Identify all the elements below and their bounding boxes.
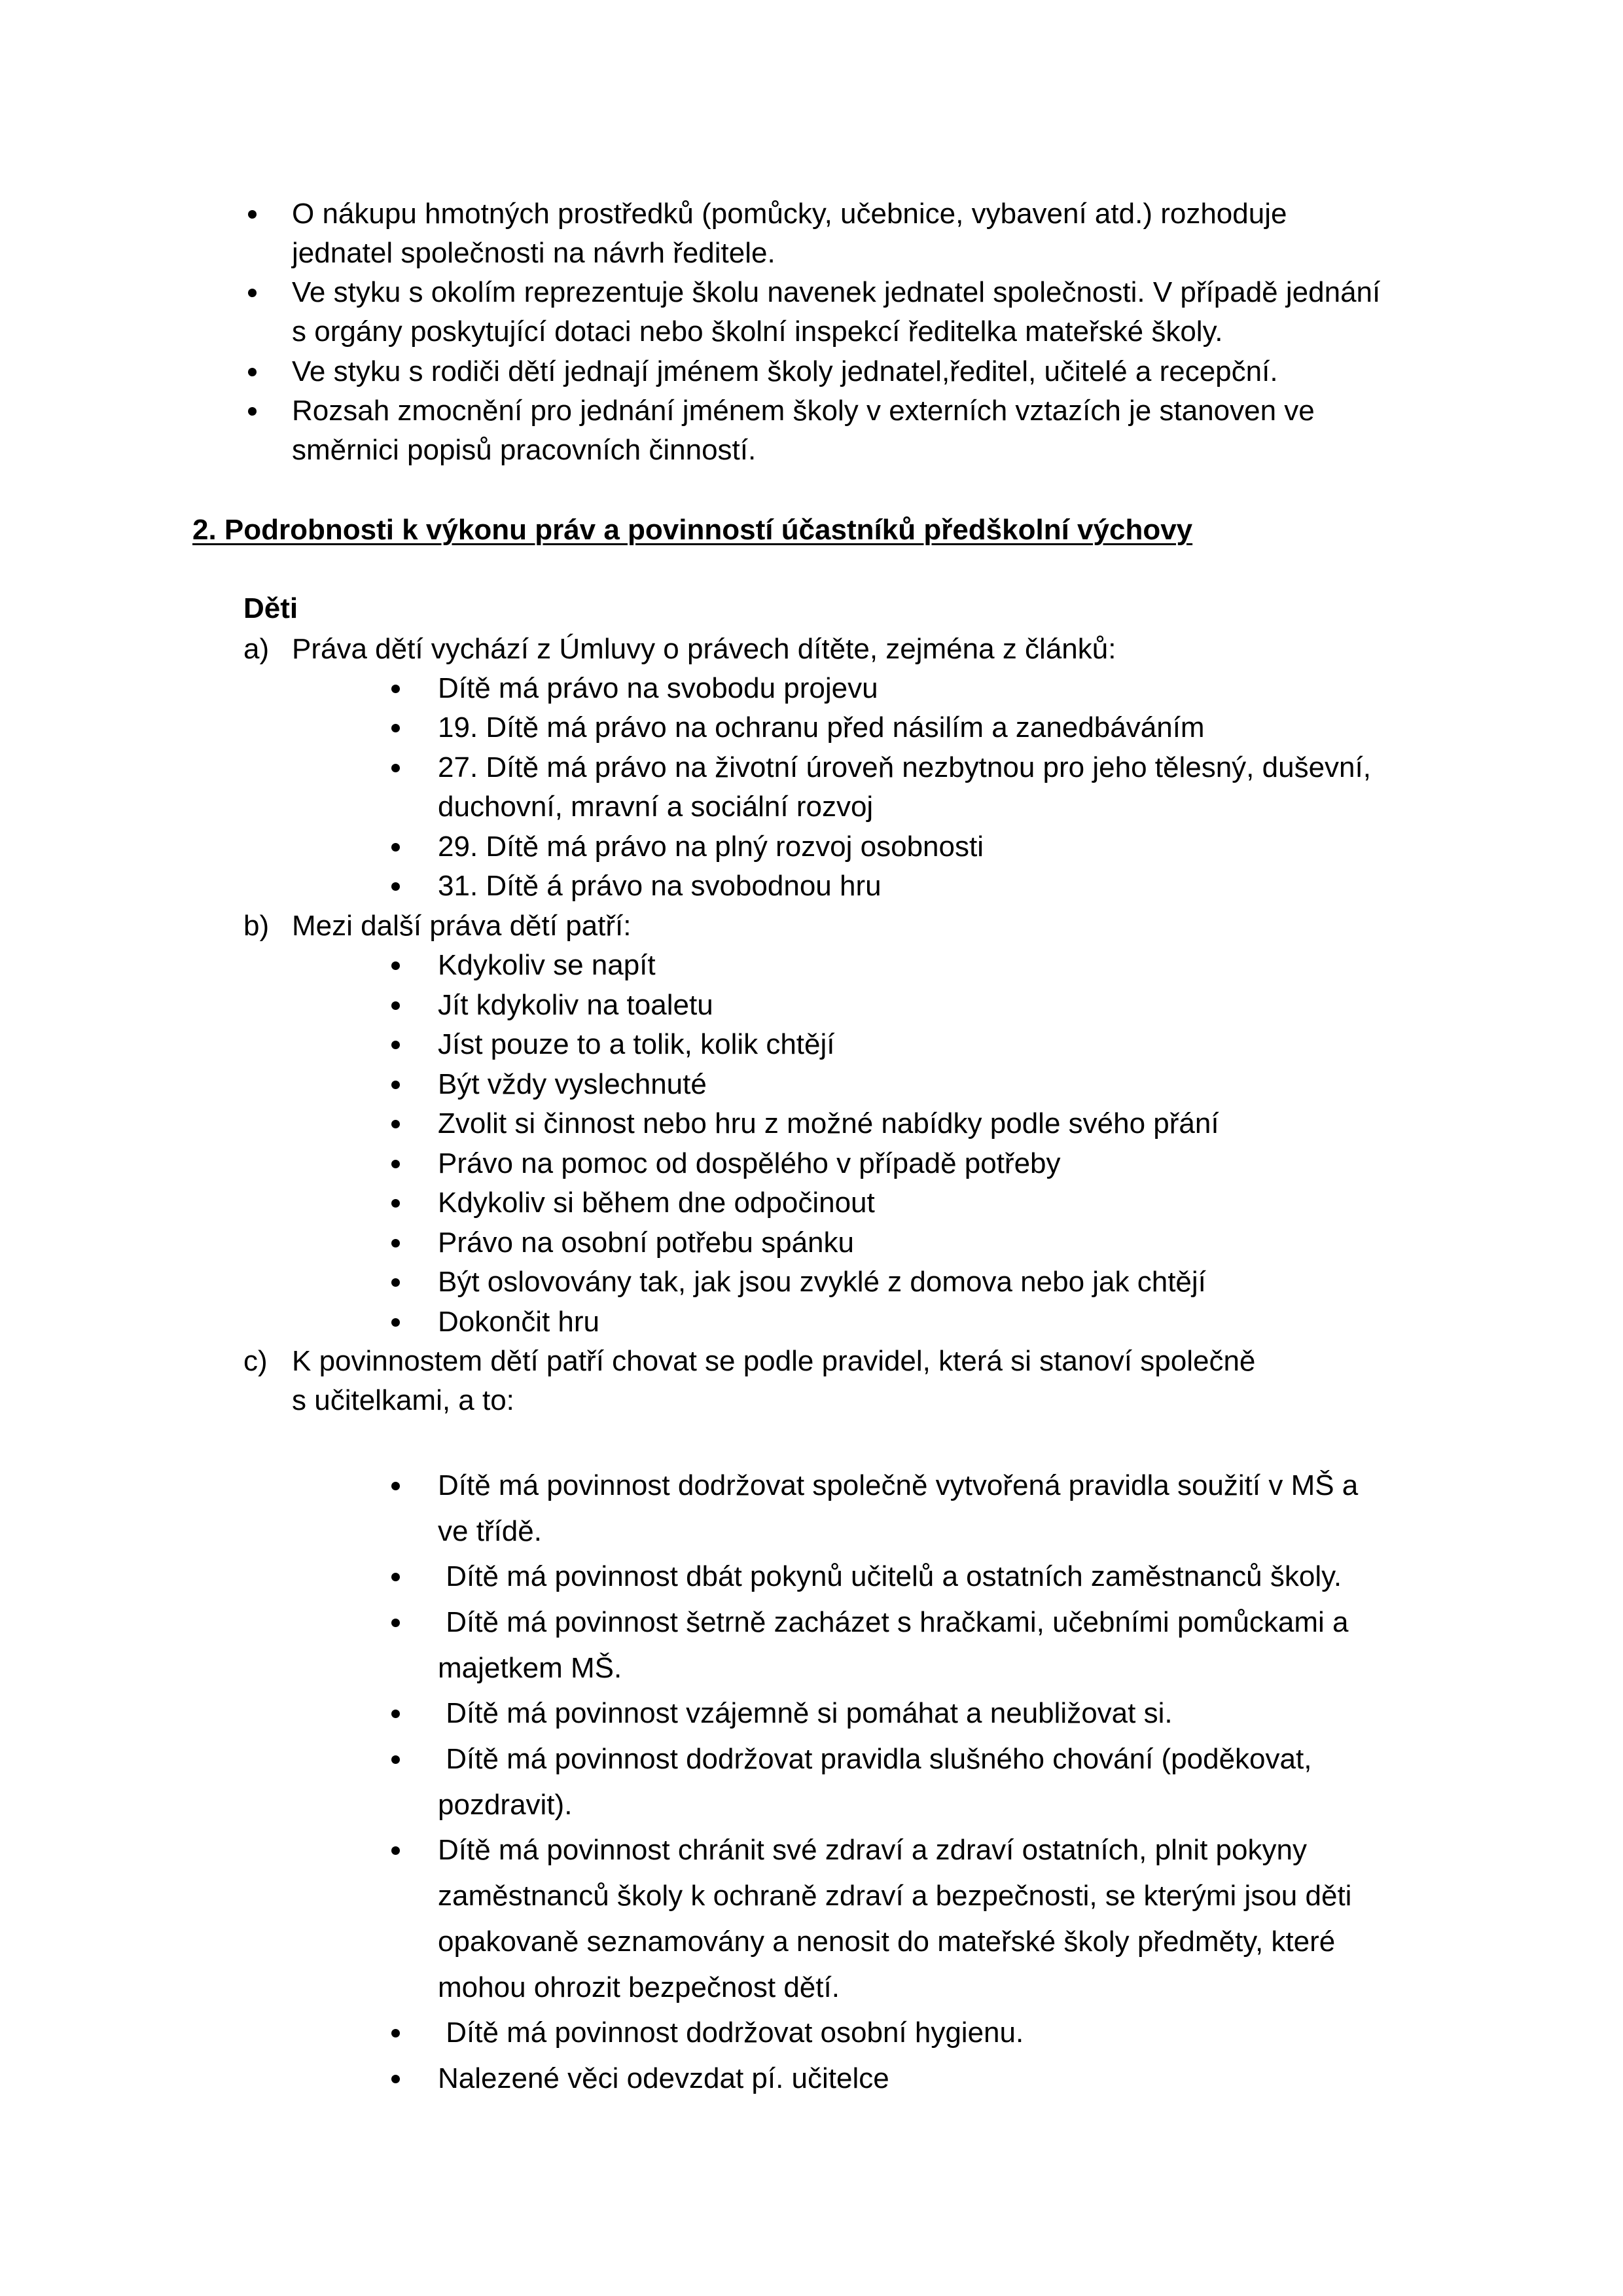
bullet-icon [391, 1239, 400, 1247]
part-a-item-5: 31. Dítě á právo na svobodnou hru [438, 870, 882, 902]
part-b-item: Jíst pouze to a tolik, kolik chtějí [438, 1028, 835, 1060]
bullet-icon [391, 1755, 400, 1764]
bullet-icon [391, 961, 400, 970]
part-a-item-3-line-2: duchovní, mravní a sociální rozvoj [438, 791, 874, 823]
bullet-icon [391, 685, 400, 693]
part-c-text-line-1: K povinnostem dětí patří chovat se podle pravidel, která si stanoví společně [292, 1345, 1256, 1377]
bullet-icon [391, 843, 400, 852]
part-c-item-7: Dítě má povinnost dodržovat osobní hygienu. [438, 2017, 1024, 2049]
part-c-item-6-line-2: zaměstnanců školy k ochraně zdraví a bezpečnosti, se kterými jsou děti [438, 1880, 1352, 1912]
part-c-item-1-line-1: Dítě má povinnost dodržovat společně vytvořená pravidla soužití v MŠ a [438, 1469, 1359, 1501]
part-b-item: Kdykoliv si během dne odpočinout [438, 1187, 875, 1219]
bullet-icon [391, 1041, 400, 1049]
bullet-icon [391, 1619, 400, 1627]
bullet-icon [391, 1318, 400, 1327]
section-heading: 2. Podrobnosti k výkonu práv a povinností účastníků předškolní výchovy [192, 514, 1193, 546]
part-a-text: Práva dětí vychází z Úmluvy o právech dítěte, zejména z článků: [292, 633, 1116, 665]
part-b-item: Právo na osobní potřebu spánku [438, 1227, 855, 1259]
part-b-item: Zvolit si činnost nebo hru z možné nabídky podle svého přání [438, 1107, 1219, 1139]
part-a-item-1: Dítě má právo na svobodu projevu [438, 672, 878, 704]
part-c-item-6-line-1: Dítě má povinnost chránit své zdraví a zdraví ostatních, plnit pokyny [438, 1834, 1307, 1866]
bullet-icon [391, 1081, 400, 1089]
bullet-icon [248, 368, 257, 376]
bullet-icon [391, 1120, 400, 1128]
part-b-item: Být oslovovány tak, jak jsou zvyklé z domova nebo jak chtějí [438, 1266, 1206, 1298]
part-b-item: Kdykoliv se napít [438, 949, 656, 981]
part-b-item: Být vždy vyslechnuté [438, 1068, 707, 1100]
part-c-item-6-line-3: opakovaně seznamovány a nenosit do mateřské školy předměty, které [438, 1926, 1336, 1958]
intro-item-4-line-1: Rozsah zmocnění pro jednání jménem školy v externích vztazích je stanoven ve [292, 395, 1315, 427]
part-c-item-1-line-2: ve třídě. [438, 1515, 542, 1547]
bullet-icon [391, 1199, 400, 1208]
bullet-icon [391, 1710, 400, 1718]
bullet-icon [391, 724, 400, 732]
intro-item-2-line-2: s orgány poskytující dotaci nebo školní inspekcí ředitelka mateřské školy. [292, 315, 1223, 348]
bullet-icon [248, 289, 257, 297]
intro-item-2-line-1: Ve styku s okolím reprezentuje školu navenek jednatel společnosti. V případě jednání [292, 276, 1381, 308]
part-c-item-4: Dítě má povinnost vzájemně si pomáhat a neubližovat si. [438, 1697, 1173, 1729]
bullet-icon [248, 407, 257, 416]
bullet-icon [391, 1846, 400, 1855]
part-c-text-line-2: s učitelkami, a to: [292, 1384, 514, 1416]
part-b-marker: b) [243, 910, 270, 942]
subheading-children: Děti [243, 592, 298, 624]
bullet-icon [391, 2075, 400, 2083]
part-a-marker: a) [243, 633, 270, 665]
part-b-item: Dokončit hru [438, 1306, 600, 1338]
bullet-icon [391, 2029, 400, 2037]
part-a-item-4: 29. Dítě má právo na plný rozvoj osobnosti [438, 831, 984, 863]
intro-item-4-line-2: směrnici popisů pracovních činností. [292, 434, 757, 466]
part-c-item-5-line-2: pozdravit). [438, 1789, 573, 1821]
bullet-icon [391, 1001, 400, 1010]
bullet-icon [391, 1482, 400, 1490]
part-b-item: Právo na pomoc od dospělého v případě potřeby [438, 1147, 1061, 1179]
part-c-item-8: Nalezené věci odevzdat pí. učitelce [438, 2062, 889, 2094]
part-c-item-3-line-1: Dítě má povinnost šetrně zacházet s hračkami, učebními pomůckami a [438, 1606, 1349, 1638]
bullet-icon [391, 1160, 400, 1168]
intro-item-1-line-2: jednatel společnosti na návrh ředitele. [292, 237, 776, 269]
bullet-icon [248, 210, 257, 219]
bullet-icon [391, 1278, 400, 1287]
part-b-text: Mezi další práva dětí patří: [292, 910, 632, 942]
part-c-item-3-line-2: majetkem MŠ. [438, 1652, 622, 1684]
intro-item-1-line-1: O nákupu hmotných prostředků (pomůcky, učebnice, vybavení atd.) rozhoduje [292, 198, 1287, 230]
bullet-icon [391, 764, 400, 772]
intro-item-3-line-1: Ve styku s rodiči dětí jednají jménem školy jednatel,ředitel, učitelé a recepční. [292, 355, 1278, 387]
part-b-item: Jít kdykoliv na toaletu [438, 989, 713, 1021]
part-a-item-2: 19. Dítě má právo na ochranu před násilím a zanedbáváním [438, 711, 1205, 744]
part-c-marker: c) [243, 1345, 268, 1377]
part-c-item-6-line-4: mohou ohrozit bezpečnost dětí. [438, 1971, 840, 2003]
part-c-item-2: Dítě má povinnost dbát pokynů učitelů a ostatních zaměstnanců školy. [438, 1560, 1342, 1592]
bullet-icon [391, 1573, 400, 1581]
part-a-item-3-line-1: 27. Dítě má právo na životní úroveň nezbytnou pro jeho tělesný, duševní, [438, 751, 1371, 783]
bullet-icon [391, 882, 400, 891]
part-c-item-5-line-1: Dítě má povinnost dodržovat pravidla slušného chování (poděkovat, [438, 1743, 1312, 1775]
